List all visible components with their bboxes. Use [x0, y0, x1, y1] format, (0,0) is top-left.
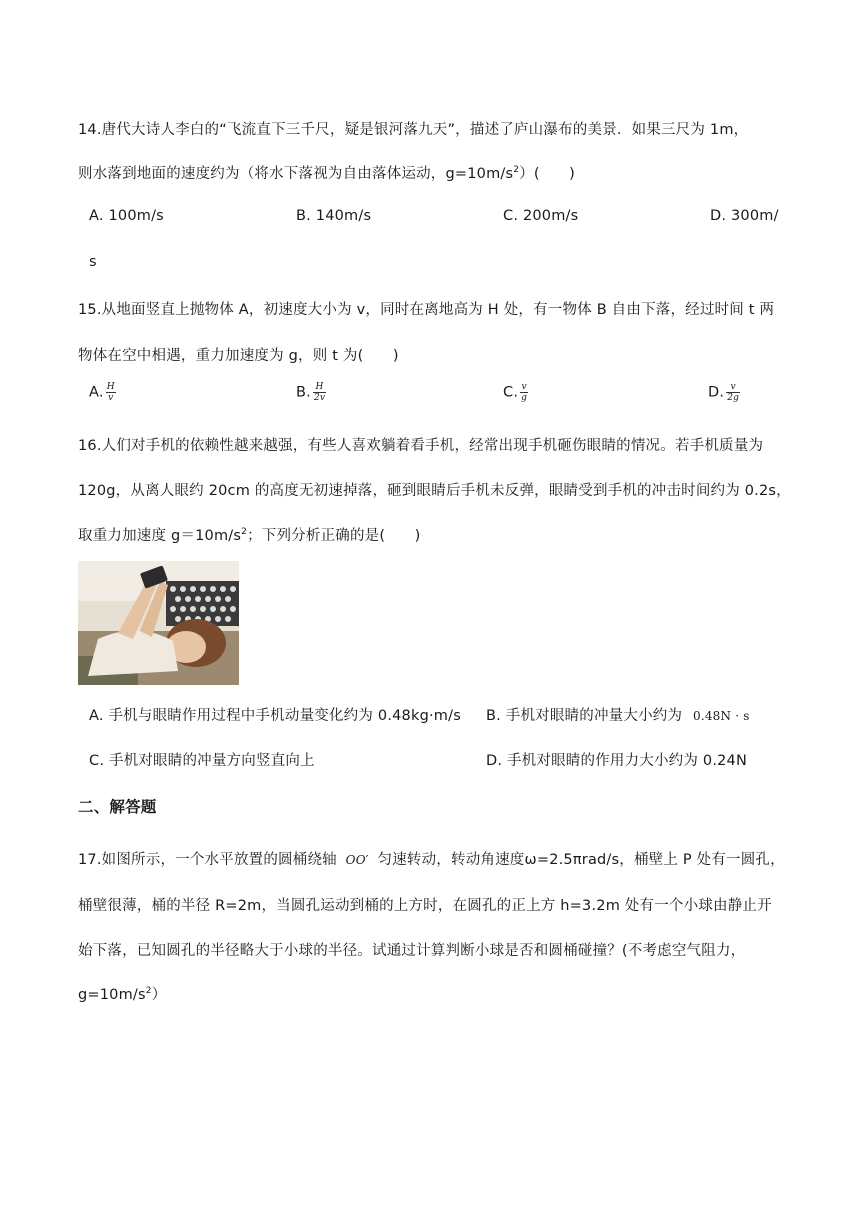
q16-option-c[interactable]: C. 手机对眼睛的冲量方向竖直向上: [89, 753, 315, 769]
q16-stem-tail: ；下列分析正确的是( ): [247, 528, 421, 544]
q15-option-b-denominator: 2v: [313, 393, 326, 403]
q15-option-a-fraction: [106, 382, 116, 403]
q15-option-d-fraction: [726, 382, 740, 403]
q16-stem-text: 取重力加速度 g＝10m/s: [78, 528, 242, 544]
phone-on-face-illustration: [78, 561, 239, 685]
q15-option-c-denominator: g: [521, 393, 528, 403]
q15-option-c-numerator: v: [521, 382, 527, 392]
q14-stem-text: 则水落到地面的速度约为（将水下落视为自由落体运动，g=10m/s: [78, 166, 514, 182]
q15-stem-line2: 物体在空中相遇，重力加速度为 g，则 t 为( ): [78, 348, 399, 364]
q16-option-b-math: 0.48N · s: [692, 709, 750, 723]
q17-stem-line3: 始下落，已知圆孔的半径略大于小球的半径。试通过计算判断小球是否和圆桶碰撞？(不考虑空气阻力，: [78, 943, 746, 959]
q15-option-c-fraction: [520, 382, 528, 403]
q15-option-b[interactable]: [296, 382, 326, 403]
q16-option-b[interactable]: [486, 704, 750, 725]
q17-stem-line1: [78, 848, 785, 869]
q16-stem-line3: [78, 524, 421, 545]
q16-superscript: 2: [241, 527, 248, 538]
q15-option-b-numerator: H: [313, 382, 326, 393]
q15-option-b-fraction: [313, 382, 326, 403]
q15-option-a-numerator: H: [106, 382, 115, 392]
q16-stem-line1: 16.人们对手机的依赖性越来越强，有些人喜欢躺着看手机，经常出现手机砸伤眼睛的情况。若手机质量为: [78, 438, 764, 454]
q17-stem-text: 17.如图所示，一个水平放置的圆桶绕轴: [78, 852, 337, 868]
q14-stem-line1: 14.唐代大诗人李白的“飞流直下三千尺，疑是银河落九天”，描述了庐山瀑布的美景．如果三尺为 1m，: [78, 122, 749, 138]
q14-superscript: 2: [513, 165, 520, 176]
q14-option-d-wrap: s: [89, 254, 97, 270]
q17-stem-tail-close: ）: [151, 987, 167, 1003]
q17-stem-line2: 桶壁很薄，桶的半径 R=2m，当圆孔运动到桶的上方时，在圆孔的正上方 h=3.2m 处有一个小球由静止开: [78, 898, 772, 914]
q17-gravity-text: g=10m/s: [78, 987, 146, 1003]
phone-on-face-photo: [78, 561, 239, 685]
section-title-solution: 二、解答题: [78, 798, 157, 816]
q15-option-d-numerator: v: [726, 382, 740, 393]
q15-option-a[interactable]: [89, 382, 116, 403]
q14-stem-line2: [78, 162, 575, 183]
q14-stem-tail: ）( ): [519, 166, 576, 182]
q17-stem-line4: [78, 983, 166, 1004]
q16-option-d[interactable]: D. 手机对眼睛的作用力大小约为 0.24N: [486, 753, 748, 769]
q16-option-a[interactable]: A. 手机与眼睛作用过程中手机动量变化约为 0.48kg·m/s: [89, 708, 461, 724]
q14-option-a[interactable]: A. 100m/s: [89, 208, 164, 224]
q14-option-c[interactable]: C. 200m/s: [503, 208, 579, 224]
q15-option-d-label: D.: [708, 384, 725, 401]
q17-stem-tail: 匀速转动，转动角速度ω=2.5πrad/s，桶壁上 P 处有一圆孔，: [377, 852, 785, 868]
q16-stem-line2: 120g，从离人眼约 20cm 的高度无初速掉落，砸到眼睛后手机未反弹，眼睛受到手机的冲击时间约为 0.2s，: [78, 483, 791, 499]
q15-option-a-denominator: v: [108, 393, 114, 403]
q14-option-d[interactable]: D. 300m/: [710, 208, 779, 224]
q15-stem-line1: 15.从地面竖直上抛物体 A，初速度大小为 v，同时在离地高为 H 处，有一物体 B 自由下落，经过时间 t 两: [78, 302, 775, 318]
q15-option-b-label: B.: [296, 384, 311, 401]
q15-option-c[interactable]: [503, 382, 528, 403]
q15-option-d-denominator: 2g: [727, 393, 740, 403]
q15-option-c-label: C.: [503, 384, 519, 401]
q15-option-a-label: A.: [89, 384, 104, 401]
q17-superscript: 2: [145, 986, 152, 997]
q16-option-b-text: B. 手机对眼睛的冲量大小约为: [486, 708, 683, 724]
q17-axis-math: OO′: [345, 853, 369, 867]
q15-option-d[interactable]: [708, 382, 740, 403]
q14-option-b[interactable]: B. 140m/s: [296, 208, 372, 224]
